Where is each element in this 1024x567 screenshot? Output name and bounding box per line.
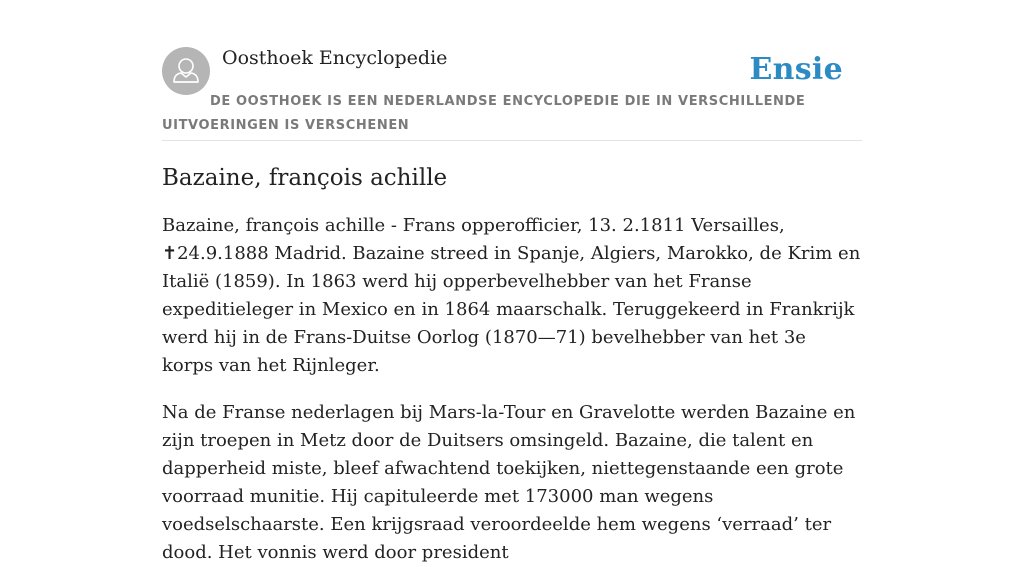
source-title-link[interactable]: Oosthoek Encyclopedie: [222, 47, 448, 69]
source-description: DE OOSTHOEK IS EEN NEDERLANDSE ENCYCLOPEDIE DIE IN VERSCHILLENDE UITVOERINGEN IS VERSCHENEN: [162, 94, 806, 133]
avatar[interactable]: [162, 47, 210, 95]
article-paragraph: Na de Franse nederlagen bij Mars-la-Tour en Gravelotte werden Bazaine en zijn troepen in Metz door de Duitsers omsingeld. Bazaine, die talent en dapperheid miste, bleef afwachtend toekijken, niettegenstaande een grote voorraad munitie. Hij capituleerde met 173000 man wegens voedselschaarste. Een krijgsraad veroordeelde hem wegens ‘verraad’ ter dood. Het vonnis werd door president: [162, 402, 856, 563]
article-paragraph: Bazaine, françois achille - Frans opperofficier, 13. 2.1811 Versailles, ✝24.9.1888 Madrid. Bazaine streed in Spanje, Algiers, Marokko, de Krim en Italië (1859). In 1863 werd hij opperbevelhebber van het Franse expeditieleger in Mexico en in 1864 maarschalk. Teruggekeerd in Frankrijk werd hij in de Frans-Duitse Oorlog (1870—71) bevelhebber van het 3e korps van het Rijnleger.: [162, 215, 861, 376]
user-icon: [162, 47, 210, 95]
article: [162, 160, 862, 567]
brand-logo[interactable]: Ensie: [749, 52, 843, 87]
article-title: Bazaine, françois achille: [162, 165, 448, 191]
source-header: [162, 46, 862, 141]
